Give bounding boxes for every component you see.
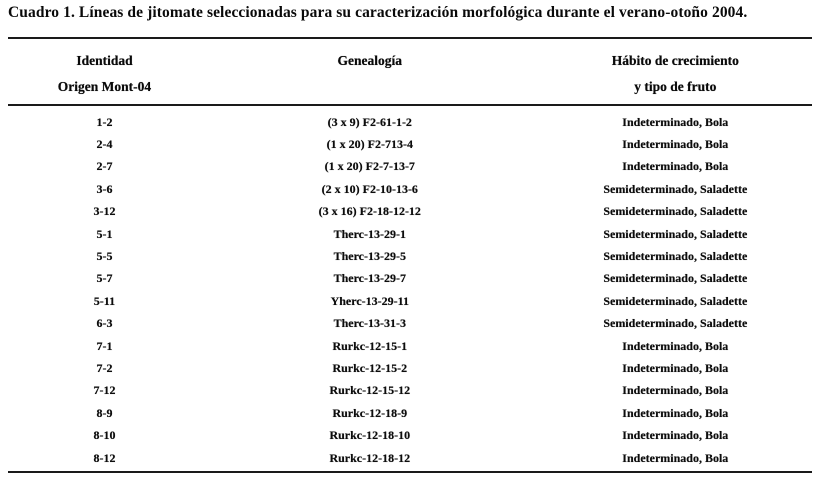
- table-row: [8, 313, 812, 335]
- table-body: [8, 111, 812, 469]
- cell-habito: Semideterminado, Saladette: [603, 249, 748, 264]
- cell-habito: Semideterminado, Saladette: [603, 204, 748, 219]
- table-row: [8, 290, 812, 312]
- cell-genealogia: Rurkc-12-15-2: [332, 360, 408, 375]
- cell-identidad: 2-4: [96, 137, 113, 152]
- cell-identidad: 5-11: [93, 293, 116, 308]
- cell-habito: Indeterminado, Bola: [622, 428, 729, 443]
- header-genealogia-line1: Genealogía: [337, 53, 403, 68]
- cell-identidad: 7-12: [93, 383, 116, 398]
- cell-habito: Indeterminado, Bola: [622, 383, 729, 398]
- cell-identidad: 5-7: [96, 271, 113, 286]
- cell-identidad: 8-10: [93, 428, 116, 443]
- cell-habito: Indeterminado, Bola: [622, 159, 729, 174]
- table-row: [8, 380, 812, 402]
- cell-habito: Indeterminado, Bola: [622, 360, 729, 375]
- cell-habito: Semideterminado, Saladette: [603, 271, 748, 286]
- cell-identidad: 5-5: [96, 249, 113, 264]
- header-habito: [539, 48, 812, 100]
- cell-genealogia: Yherc-13-29-11: [330, 293, 409, 308]
- header-genealogia: [201, 48, 539, 100]
- cell-identidad: 7-2: [96, 360, 113, 375]
- cell-genealogia: Rurkc-12-18-9: [332, 405, 408, 420]
- cell-genealogia: Rurkc-12-18-10: [329, 428, 411, 443]
- cell-genealogia: (3 x 9) F2-61-1-2: [327, 114, 412, 129]
- header-identidad-line2: Origen Mont-04: [57, 79, 152, 94]
- table-row: [8, 424, 812, 446]
- cell-identidad: 7-1: [96, 338, 113, 353]
- table-row: [8, 223, 812, 245]
- table-row: [8, 402, 812, 424]
- cell-genealogia: Therc-13-31-3: [333, 316, 406, 331]
- cell-genealogia: (2 x 10) F2-10-13-6: [321, 181, 418, 196]
- header-identidad: [8, 48, 201, 100]
- cell-genealogia: Therc-13-29-5: [333, 249, 406, 264]
- cell-identidad: 2-7: [96, 159, 113, 174]
- cell-habito: Indeterminado, Bola: [622, 137, 729, 152]
- table-row: [8, 178, 812, 200]
- cell-habito: Indeterminado, Bola: [622, 114, 729, 129]
- table-row: [8, 245, 812, 267]
- cell-habito: Semideterminado, Saladette: [603, 316, 748, 331]
- cell-genealogia: (1 x 20) F2-713-4: [326, 137, 413, 152]
- header-habito-line1: Hábito de crecimiento: [611, 53, 739, 68]
- table-row: [8, 111, 812, 133]
- header-separator-rule: [8, 104, 812, 106]
- cell-identidad: 6-3: [96, 316, 113, 331]
- cell-identidad: 8-9: [96, 405, 113, 420]
- table-row: [8, 156, 812, 178]
- cell-identidad: 3-6: [96, 181, 113, 196]
- cell-habito: Semideterminado, Saladette: [603, 181, 748, 196]
- cell-genealogia: Therc-13-29-1: [333, 226, 406, 241]
- table-row: [8, 201, 812, 223]
- table-bottom-rule: [8, 471, 812, 473]
- cell-genealogia: (3 x 16) F2-18-12-12: [318, 204, 421, 219]
- cell-genealogia: Rurkc-12-18-12: [329, 450, 411, 465]
- cell-genealogia: (1 x 20) F2-7-13-7: [324, 159, 415, 174]
- cell-habito: Semideterminado, Saladette: [603, 226, 748, 241]
- header-habito-line2: y tipo de fruto: [634, 79, 717, 94]
- cell-genealogia: Rurkc-12-15-12: [329, 383, 411, 398]
- table-top-rule: [8, 37, 812, 39]
- cell-identidad: 3-12: [93, 204, 116, 219]
- table-caption: Cuadro 1. Líneas de jitomate seleccionadas para su caracterización morfológica durante el verano-otoño 2004.: [8, 4, 748, 21]
- table-header-row: [8, 48, 812, 100]
- header-identidad-line1: Identidad: [76, 53, 133, 68]
- cell-genealogia: Therc-13-29-7: [333, 271, 406, 286]
- cell-habito: Semideterminado, Saladette: [603, 293, 748, 308]
- cell-identidad: 1-2: [96, 114, 113, 129]
- table-row: [8, 357, 812, 379]
- cell-identidad: 5-1: [96, 226, 113, 241]
- cell-habito: Indeterminado, Bola: [622, 338, 729, 353]
- table-row: [8, 268, 812, 290]
- cell-habito: Indeterminado, Bola: [622, 405, 729, 420]
- table-row: [8, 447, 812, 469]
- cell-genealogia: Rurkc-12-15-1: [332, 338, 408, 353]
- cell-habito: Indeterminado, Bola: [622, 450, 729, 465]
- table-row: [8, 133, 812, 155]
- table-row: [8, 335, 812, 357]
- cell-identidad: 8-12: [93, 450, 116, 465]
